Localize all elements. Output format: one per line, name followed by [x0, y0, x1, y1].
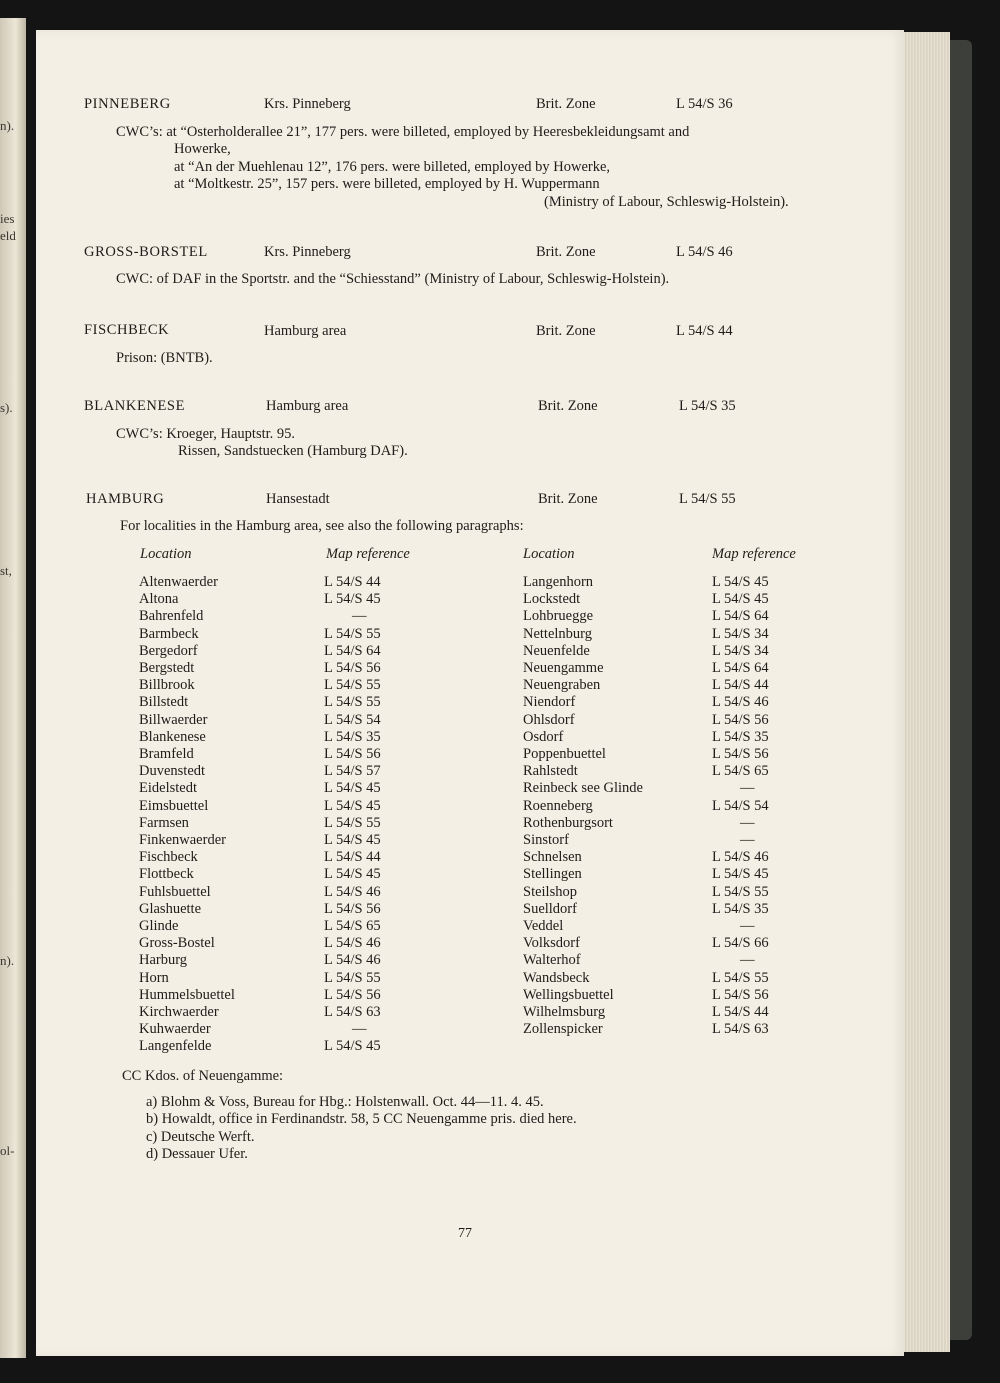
page-number: 77 [458, 1226, 472, 1241]
location-map-reference: L 54/S 64 [324, 642, 381, 659]
zone: Brit. Zone [538, 491, 598, 507]
margin-fragment: ies [0, 211, 15, 226]
location-map-reference: L 54/S 45 [324, 780, 381, 797]
location-map-reference: — [740, 780, 755, 797]
location-name: Niendorf [523, 694, 576, 711]
location-map-reference: L 54/S 45 [324, 797, 381, 814]
location-map-reference: L 54/S 46 [712, 694, 769, 711]
location-name: Neuengamme [523, 660, 604, 676]
kdos-heading: CC Kdos. of Neuengamme: [122, 1068, 284, 1084]
location-name: Altenwaerder [139, 574, 218, 590]
column-header-map-reference: Map reference [712, 546, 796, 562]
location-map-reference: L 54/S 56 [712, 746, 769, 762]
location-name: Altona [139, 591, 179, 608]
location-name: Blankenese [139, 728, 206, 745]
district: Hamburg area [264, 323, 347, 339]
location-map-reference: L 54/S 56 [324, 986, 381, 1003]
intro-text: For localities in the Hamburg area, see also the following paragraphs: [120, 518, 524, 534]
location-name: Rahlstedt [523, 763, 578, 780]
location-map-reference: L 54/S 34 [712, 625, 769, 642]
kdos-item: b) Howaldt, office in Ferdinandstr. 58, 5 CC Neuengamme pris. died here. [146, 1111, 577, 1127]
location-name: Langenhorn [523, 574, 594, 590]
location-map-reference: L 54/S 35 [712, 900, 769, 917]
location-name: Lockstedt [523, 591, 581, 608]
location-map-reference: L 54/S 64 [712, 608, 769, 625]
location-name: Eidelstedt [139, 780, 197, 797]
location-map-reference: L 54/S 46 [712, 849, 769, 866]
location-map-reference: L 54/S 55 [712, 883, 769, 900]
location-map-reference: L 54/S 55 [324, 694, 381, 711]
location-name: Bramfeld [139, 746, 194, 762]
location-map-reference: L 54/S 35 [712, 728, 769, 745]
location-name: Wellingsbuettel [523, 986, 614, 1003]
location-map-reference: L 54/S 44 [324, 849, 381, 866]
location-map-reference: L 54/S 55 [712, 969, 769, 986]
location-map-reference: — [352, 1021, 367, 1038]
map-reference: L 54/S 46 [676, 244, 733, 260]
location-name: Volksdorf [523, 935, 580, 952]
margin-fragment: s). [0, 400, 13, 415]
location-map-reference: L 54/S 45 [324, 866, 381, 883]
location-name: Neuenfelde [523, 642, 590, 659]
place-name: GROSS-BORSTEL [84, 244, 208, 260]
entry-line: at “Moltkestr. 25”, 157 pers. were billeted, employed by H. Wuppermann [174, 176, 600, 192]
location-name: Poppenbuettel [523, 746, 606, 762]
facing-page-edge [0, 18, 26, 1358]
location-name: Bergedorf [139, 642, 198, 659]
location-map-reference: L 54/S 45 [712, 591, 769, 608]
page-stack-edge [900, 32, 950, 1352]
location-name: Steilshop [523, 883, 577, 900]
location-map-reference: L 54/S 65 [712, 763, 769, 780]
entry-line: Rissen, Sandstuecken (Hamburg DAF). [178, 443, 408, 459]
location-name: Finkenwaerder [139, 832, 226, 848]
location-map-reference: L 54/S 46 [324, 935, 381, 952]
location-name: Bergstedt [139, 660, 195, 676]
location-map-reference: L 54/S 57 [324, 763, 381, 780]
location-map-reference: L 54/S 56 [324, 660, 381, 676]
location-name: Horn [139, 969, 169, 986]
location-map-reference: L 54/S 56 [712, 711, 769, 728]
location-map-reference: L 54/S 35 [324, 728, 381, 745]
location-name: Schnelsen [523, 849, 582, 866]
location-map-reference: — [740, 814, 755, 831]
place-name: FISCHBECK [84, 322, 170, 338]
location-name: Kuhwaerder [139, 1021, 211, 1038]
location-name: Flottbeck [139, 866, 194, 883]
location-name: Zollenspicker [523, 1021, 603, 1038]
location-name: Billwaerder [139, 711, 208, 728]
location-map-reference: L 54/S 55 [324, 969, 381, 986]
location-map-reference: — [740, 918, 755, 934]
location-name: Ohlsdorf [523, 711, 575, 728]
entry-line: CWC: of DAF in the Sportstr. and the “Schiesstand” (Ministry of Labour, Schleswig-Holstein). [116, 271, 670, 287]
location-map-reference: L 54/S 65 [324, 918, 381, 934]
location-map-reference: — [352, 608, 367, 625]
location-name: Bahrenfeld [139, 608, 204, 625]
location-name: Harburg [139, 952, 188, 969]
margin-fragment: n). [0, 118, 15, 133]
location-map-reference: — [740, 832, 755, 848]
district: Hansestadt [266, 491, 330, 507]
location-name: Kirchwaerder [139, 1004, 219, 1020]
book-cover-edge [950, 40, 972, 1340]
location-map-reference: L 54/S 45 [324, 1038, 381, 1055]
location-name: Osdorf [523, 728, 564, 745]
location-map-reference: L 54/S 34 [712, 642, 769, 659]
location-name: Roenneberg [523, 797, 593, 814]
zone: Brit. Zone [538, 398, 598, 414]
entry-line: CWC’s: Kroeger, Hauptstr. 95. [116, 426, 296, 442]
location-name: Fischbeck [139, 849, 198, 866]
location-map-reference: L 54/S 46 [324, 883, 381, 900]
location-name: Langenfelde [139, 1038, 212, 1055]
kdos-item: a) Blohm & Voss, Bureau for Hbg.: Holstenwall. Oct. 44—11. 4. 45. [146, 1094, 544, 1110]
place-name: PINNEBERG [84, 96, 171, 112]
map-reference: L 54/S 44 [676, 323, 733, 339]
entry-line: (Ministry of Labour, Schleswig-Holstein). [544, 194, 789, 210]
location-name: Wilhelmsburg [523, 1004, 606, 1020]
location-name: Rothenburgsort [523, 814, 613, 831]
entry-line: Howerke, [174, 141, 231, 157]
zone: Brit. Zone [536, 323, 596, 339]
place-name: HAMBURG [86, 491, 165, 507]
location-name: Walterhof [523, 952, 581, 969]
district: Krs. Pinneberg [264, 244, 351, 260]
location-map-reference: L 54/S 66 [712, 935, 769, 952]
district: Hamburg area [266, 398, 349, 414]
location-map-reference: L 54/S 55 [324, 625, 381, 642]
location-map-reference: — [740, 952, 755, 969]
column-header-location: Location [140, 546, 192, 562]
map-reference: L 54/S 36 [676, 96, 733, 112]
location-map-reference: L 54/S 55 [324, 677, 381, 694]
location-map-reference: L 54/S 56 [324, 746, 381, 762]
location-name: Nettelnburg [523, 625, 592, 642]
margin-fragment: ol- [0, 1143, 15, 1158]
kdos-item: d) Dessauer Ufer. [146, 1146, 248, 1162]
location-name: Sinstorf [523, 832, 569, 848]
location-name: Suelldorf [523, 900, 577, 917]
location-name: Billstedt [139, 694, 189, 711]
location-map-reference: L 54/S 64 [712, 660, 769, 676]
entry-line: at “An der Muehlenau 12”, 176 pers. were billeted, employed by Howerke, [174, 159, 611, 175]
location-map-reference: L 54/S 54 [712, 797, 769, 814]
location-name: Gross-Bostel [139, 935, 215, 952]
location-name: Lohbruegge [523, 608, 594, 625]
location-name: Hummelsbuettel [139, 986, 235, 1003]
location-map-reference: L 54/S 56 [324, 900, 381, 917]
location-map-reference: L 54/S 44 [712, 677, 769, 694]
location-map-reference: L 54/S 55 [324, 814, 381, 831]
entry-line: Prison: (BNTB). [116, 350, 213, 366]
location-name: Farmsen [139, 814, 189, 831]
location-name: Neuengraben [523, 677, 601, 694]
location-name: Barmbeck [139, 625, 199, 642]
location-name: Eimsbuettel [139, 797, 209, 814]
location-map-reference: L 54/S 46 [324, 952, 381, 969]
location-name: Glinde [139, 918, 179, 934]
location-map-reference: L 54/S 63 [324, 1004, 381, 1020]
column-header-location: Location [523, 546, 575, 562]
location-map-reference: L 54/S 63 [712, 1021, 769, 1038]
location-name: Duvenstedt [139, 763, 206, 780]
place-name: BLANKENESE [84, 398, 186, 414]
location-name: Reinbeck see Glinde [523, 780, 643, 797]
location-map-reference: L 54/S 54 [324, 711, 381, 728]
location-map-reference: L 54/S 45 [324, 832, 381, 848]
kdos-item: c) Deutsche Werft. [146, 1129, 255, 1145]
location-name: Glashuette [139, 900, 202, 917]
location-map-reference: L 54/S 45 [324, 591, 381, 608]
location-map-reference: L 54/S 44 [324, 574, 381, 590]
location-map-reference: L 54/S 45 [712, 866, 769, 883]
entry-line: CWC’s: at “Osterholderallee 21”, 177 pers. were billeted, employed by Heeresbekleidungsamt and [116, 124, 690, 140]
map-reference: L 54/S 35 [679, 398, 736, 414]
margin-fragment: eld [0, 228, 16, 243]
location-map-reference: L 54/S 45 [712, 574, 769, 590]
location-name: Fuhlsbuettel [139, 883, 211, 900]
district: Krs. Pinneberg [264, 96, 351, 112]
location-map-reference: L 54/S 56 [712, 986, 769, 1003]
column-header-map-reference: Map reference [326, 546, 410, 562]
map-reference: L 54/S 55 [679, 491, 736, 507]
location-name: Billbrook [139, 677, 195, 694]
margin-fragment: st, [0, 563, 12, 578]
location-name: Veddel [523, 918, 564, 934]
location-name: Stellingen [523, 866, 582, 883]
margin-fragment: n). [0, 953, 15, 968]
zone: Brit. Zone [536, 96, 596, 112]
zone: Brit. Zone [536, 244, 596, 260]
location-map-reference: L 54/S 44 [712, 1004, 769, 1020]
location-name: Wandsbeck [523, 969, 590, 986]
book-page [36, 30, 904, 1356]
